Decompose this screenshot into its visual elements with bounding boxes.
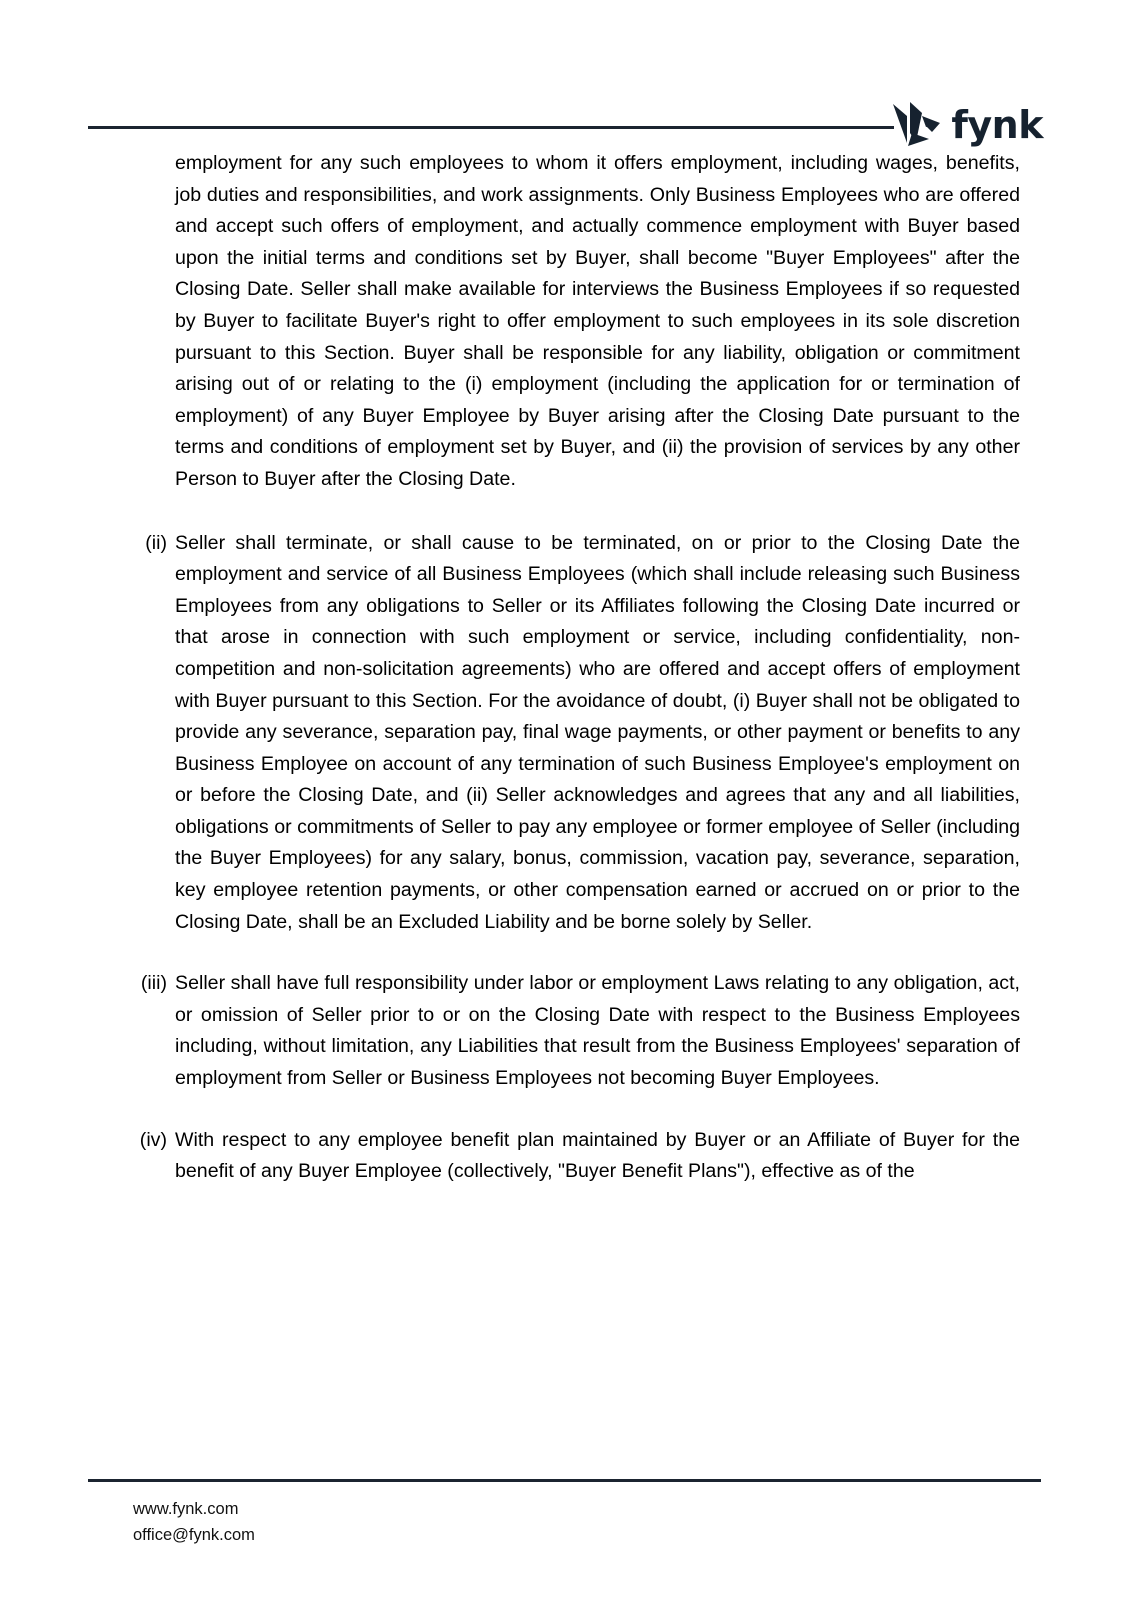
header-divider	[88, 126, 894, 129]
brand-logo	[888, 96, 1043, 152]
list-item-text: With respect to any employee benefit plan maintained by Buyer or an Affiliate of Buyer for the benefit of any Buyer Employee (collectively, "Buyer Benefit Plans"), effective as of the	[175, 1128, 1020, 1183]
list-item-text: Seller shall have full responsibility under labor or employment Laws relating to any obligation, act, or omission of Seller prior to or on the Closing Date with respect to the Business Employees including, without limitation, any Liabilities that result from the Business Employees' separation of employment from Seller or Business Employees not becoming Buyer Employees.	[175, 972, 1020, 1090]
paragraph-spacer	[0, 1095, 1131, 1125]
list-item-marker: (iii)	[140, 972, 167, 995]
page-footer	[0, 1460, 1131, 1600]
list-item-text: Seller shall terminate, or shall cause to be terminated, on or prior to the Closing Date the employment and service of all Business Employees (which shall include releasing such Business Employees from any obligations to Seller or its Affiliates following the Closing Date incurred or that arose in connection with such employment or service, including confidentiality, non-competition and non-solicitation agreements) who are offered and accept offers of employment with Buyer pursuant to this Section. For the avoidance of doubt, (i) Buyer shall not be obligated to provide any severance, separation pay, final wage payments, or other payment or benefits to any Business Employee on account of any termination of such Business Employee's employment on or before the Closing Date, and (ii) Seller acknowledges and agrees that any and all liabilities, obligations or commitments of Seller to pay any employee or former employee of Seller (including the Buyer Employees) for any salary, bonus, commission, vacation pay, severance, separation, key employee retention payments, or other compensation earned or accrued on or prior to the Closing Date, shall be an Excluded Liability and be borne solely by Seller.	[175, 531, 1020, 933]
paragraph-spacer	[0, 938, 1131, 968]
paragraph-spacer	[0, 496, 1131, 528]
footer-website[interactable]: www.fynk.com	[133, 1500, 239, 1518]
footer-divider	[88, 1479, 1041, 1482]
list-item	[145, 528, 1020, 939]
footer-contact	[133, 1496, 255, 1548]
list-item	[139, 1125, 1020, 1188]
origami-bird-icon	[888, 99, 942, 149]
footer-email[interactable]: office@fynk.com	[133, 1526, 255, 1544]
list-item	[140, 968, 1020, 1094]
paragraph-continuation: employment for any such employees to whom it offers employment, including wages, benefits, job duties and responsibilities, and work assignments. Only Business Employees who are offered and accept such offers of employment, and actually commence employment with Buyer based upon the initial terms and conditions set by Buyer, shall become "Buyer Employees" after the Closing Date. Seller shall make available for interviews the Business Employees if so requested by Buyer to facilitate Buyer's right to offer employment to such employees in its sole discretion pursuant to this Section. Buyer shall be responsible for any liability, obligation or commitment arising out of or relating to the (i) employment (including the application for or termination of employment) of any Buyer Employee by Buyer arising after the Closing Date pursuant to the terms and conditions of employment set by Buyer, and (ii) the provision of services by any other Person to Buyer after the Closing Date.	[175, 152, 1020, 490]
list-item-marker: (ii)	[145, 531, 167, 554]
list-item-marker: (iv)	[139, 1128, 167, 1151]
document-body	[0, 148, 1131, 1188]
page-header	[0, 0, 1131, 150]
brand-wordmark: fynk	[951, 103, 1043, 147]
